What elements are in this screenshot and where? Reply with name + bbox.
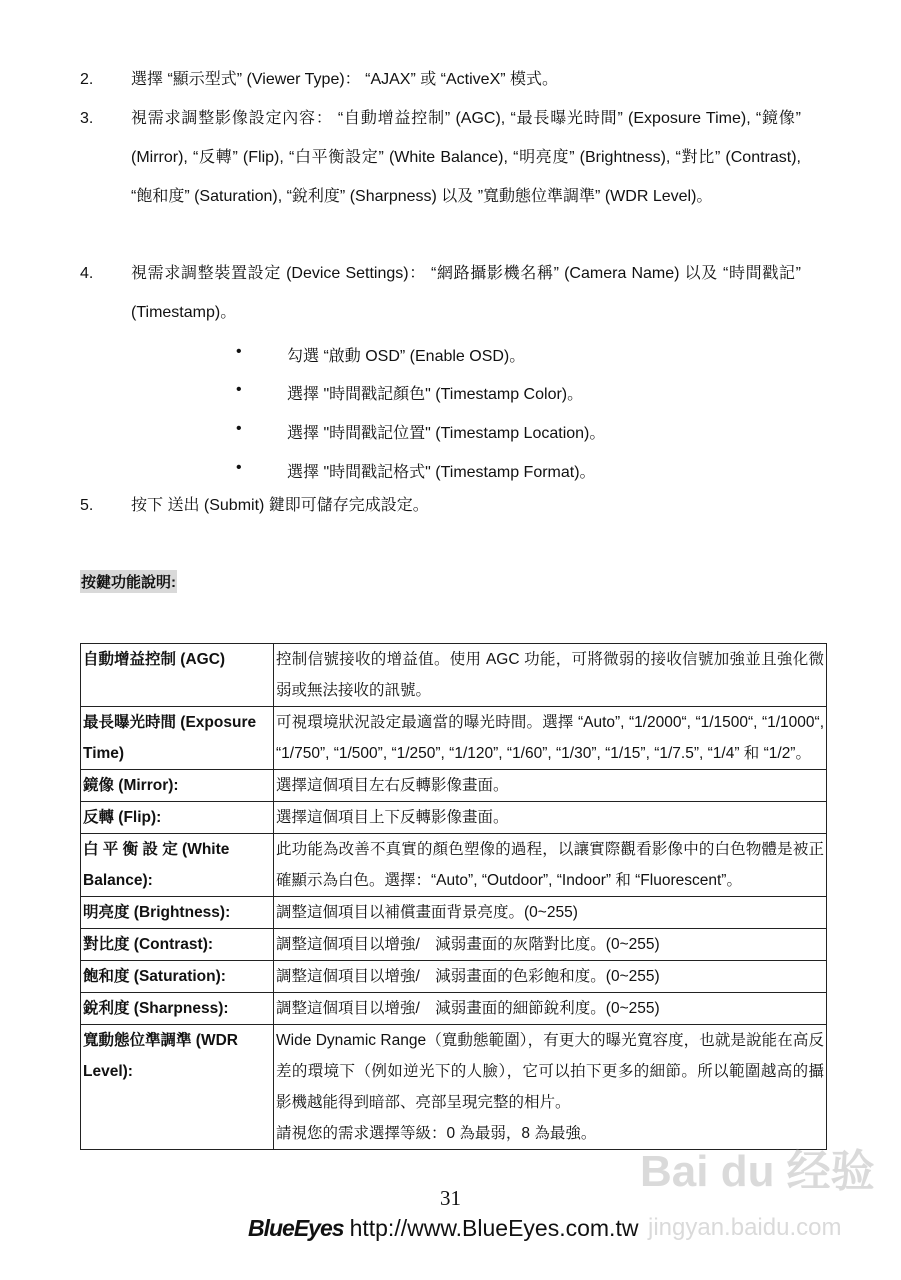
table-row: 銳利度 (Sharpness): 調整這個項目以增強/ 減弱畫面的細節銳利度。(0~255) [81, 993, 827, 1025]
section-heading: 按鍵功能說明: [80, 570, 177, 593]
table-row: 最長曝光時間 (Exposure Time) 可視環境狀況設定最適當的曝光時間。選擇 “Auto”, “1/2000“, “1/1500“, “1/1000“, “1/750”, “1/500”, “1/250”, “1/120”, “1/60”, “1/30”, “1/15”, “1/7.5”, “1/4” 和 “1/2”。 [81, 707, 827, 770]
table-row: 自動增益控制 (AGC) 控制信號接收的增益值。使用 AGC 功能，可將微弱的接收信號加強並且強化微弱或無法接收的訊號。 [81, 644, 827, 707]
table-row: 白 平 衡 設 定 (White Balance): 此功能為改善不真實的顏色塑像的過程，以讓實際觀看影像中的白色物體是被正確顯示為白色。選擇：“Auto”, “Outdoor”, “Indoor” 和 “Fluorescent”。 [81, 834, 827, 897]
watermark-logo: Bai du 经验 [640, 1147, 875, 1196]
page-number: 31 [440, 1186, 461, 1210]
brand-logo: BlueEyes [248, 1215, 344, 1241]
table-row: 明亮度 (Brightness): 調整這個項目以補償畫面背景亮度。(0~255) [81, 897, 827, 929]
footer [248, 1215, 638, 1242]
table-row: 對比度 (Contrast): 調整這個項目以增強/ 減弱畫面的灰階對比度。(0~255) [81, 929, 827, 961]
table-row: 反轉 (Flip): 選擇這個項目上下反轉影像畫面。 [81, 802, 827, 834]
table-row: 飽和度 (Saturation): 調整這個項目以增強/ 減弱畫面的色彩飽和度。(0~255) [81, 961, 827, 993]
watermark-url: jingyan.baidu.com [648, 1214, 842, 1241]
table-row: 鏡像 (Mirror): 選擇這個項目左右反轉影像畫面。 [81, 770, 827, 802]
footer-url: http://www.BlueEyes.com.tw [349, 1215, 639, 1241]
table-row: 寬動態位準調準 (WDR Level): Wide Dynamic Range（寬動態範圍），有更大的曝光寬容度，也就是說能在高反差的環境下（例如逆光下的人臉），它可以拍下更多的細節。所以範圍越高的攝影機越能得到暗部、亮部呈現完整的相片。 請視您的需求選擇等級：0 為最弱，8 為最強。 [81, 1025, 827, 1150]
function-table [80, 643, 827, 1150]
